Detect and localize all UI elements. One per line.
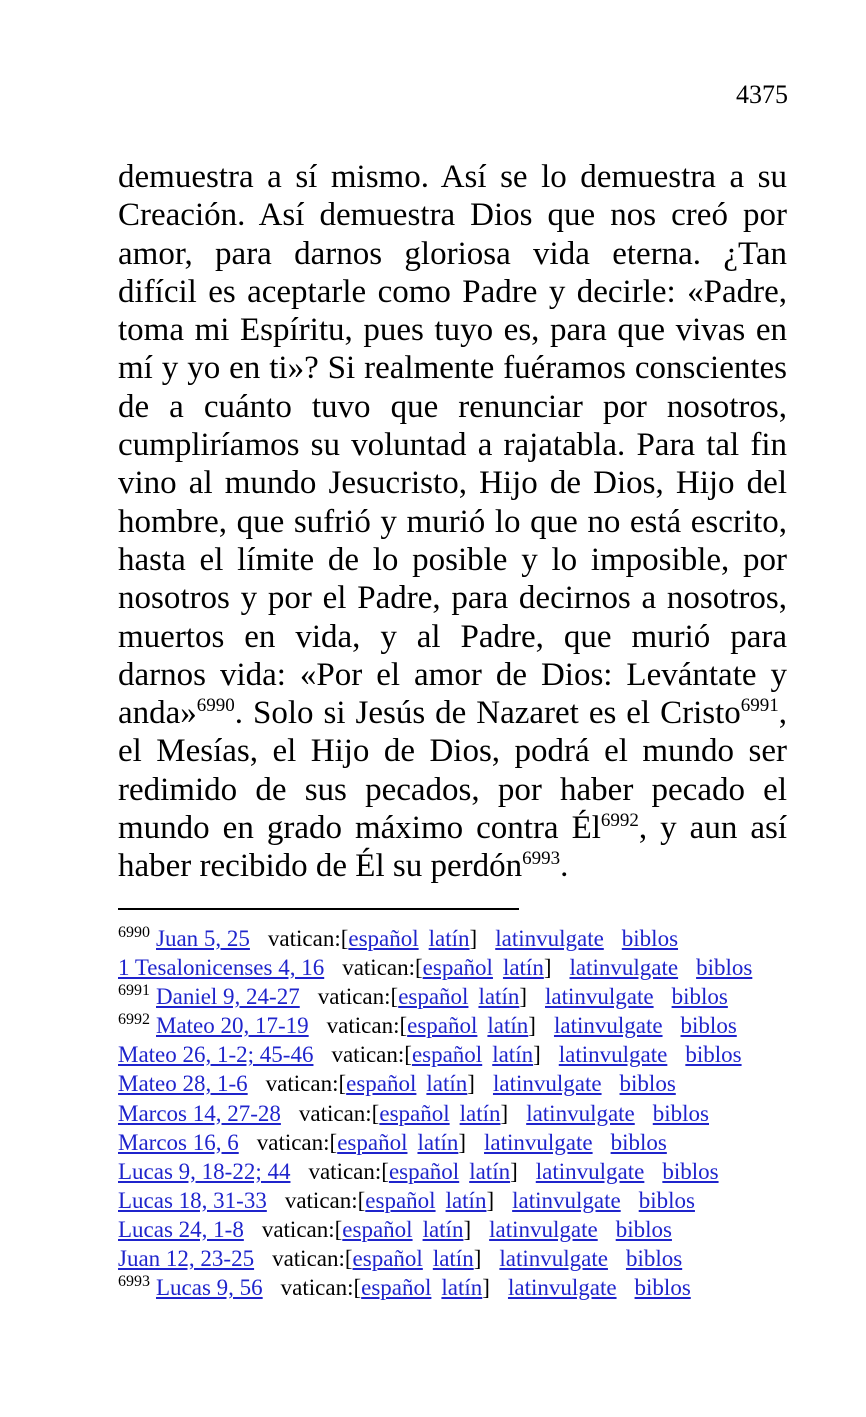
- scripture-reference-link[interactable]: 1 Tesalonicenses 4, 16: [118, 955, 325, 981]
- espanol-link[interactable]: español: [365, 1187, 436, 1213]
- espanol-link[interactable]: español: [337, 1129, 408, 1155]
- latin-link[interactable]: latín: [502, 955, 544, 981]
- vatican-label: vatican:[: [267, 926, 349, 951]
- bracket-close: ]: [543, 955, 552, 981]
- latin-link[interactable]: latín: [422, 1216, 464, 1242]
- bracket-close: ]: [519, 984, 528, 1010]
- vatican-label: vatican:[: [331, 1042, 412, 1068]
- bracket-close: ]: [482, 1275, 490, 1301]
- footnote-ref: 6990: [196, 695, 235, 717]
- bracket-close: ]: [510, 1158, 518, 1184]
- biblos-link[interactable]: biblos: [638, 1187, 695, 1213]
- biblos-link[interactable]: biblos: [625, 1246, 683, 1272]
- latinvulgate-link[interactable]: latinvulgate: [484, 1129, 593, 1155]
- latinvulgate-link[interactable]: latinvulgate: [492, 1071, 602, 1097]
- bracket-close: ]: [467, 1071, 475, 1097]
- footnote-line: [118, 1244, 787, 1273]
- espanol-link[interactable]: español: [352, 1246, 423, 1272]
- espanol-link[interactable]: español: [422, 955, 493, 981]
- page-number: 4375: [736, 80, 788, 109]
- vatican-label: vatican:[: [317, 984, 399, 1010]
- latin-link[interactable]: latín: [441, 1275, 483, 1301]
- vatican-label: vatican:[: [272, 1246, 353, 1272]
- footnote-line: [118, 1128, 787, 1157]
- scripture-reference-link[interactable]: Mateo 20, 17-19: [156, 1013, 309, 1039]
- latin-link[interactable]: latín: [459, 1100, 501, 1126]
- scripture-reference-link[interactable]: Lucas 18, 31-33: [118, 1187, 267, 1213]
- scripture-reference-link[interactable]: Lucas 9, 56: [156, 1275, 263, 1301]
- latin-link[interactable]: latín: [445, 1187, 487, 1213]
- biblos-link[interactable]: biblos: [634, 1275, 691, 1301]
- footnote-line: [118, 953, 787, 982]
- bracket-close: ]: [463, 1216, 472, 1242]
- footnote-ref: 6992: [600, 810, 639, 832]
- vatican-label: vatican:[: [284, 1187, 366, 1213]
- latin-link[interactable]: latín: [469, 1158, 511, 1184]
- biblos-link[interactable]: biblos: [621, 926, 679, 951]
- footnote-number: 6990: [118, 924, 150, 941]
- footnote-line: [118, 982, 787, 1011]
- footnote-line: [118, 1186, 787, 1215]
- latin-link[interactable]: latín: [426, 1071, 468, 1097]
- espanol-link[interactable]: español: [348, 926, 419, 951]
- bracket-close: ]: [500, 1100, 509, 1126]
- footnote-line: [118, 1069, 787, 1098]
- latin-link[interactable]: latín: [487, 1013, 529, 1039]
- espanol-link[interactable]: español: [411, 1042, 483, 1068]
- latin-link[interactable]: latín: [492, 1042, 534, 1068]
- latinvulgate-link[interactable]: latinvulgate: [489, 1216, 598, 1242]
- footnote-line: [118, 1273, 787, 1302]
- espanol-link[interactable]: español: [361, 1275, 432, 1301]
- footnote-line: [118, 1157, 787, 1186]
- footnote-number: 6991: [118, 982, 150, 1000]
- body-paragraph: [118, 158, 787, 886]
- vatican-label: vatican:[: [261, 1216, 343, 1242]
- scripture-reference-link[interactable]: Mateo 28, 1-6: [118, 1071, 248, 1097]
- espanol-link[interactable]: español: [398, 984, 469, 1010]
- espanol-link[interactable]: español: [342, 1216, 413, 1242]
- scripture-reference-link[interactable]: Juan 5, 25: [156, 926, 250, 951]
- vatican-label: vatican:[: [308, 1158, 389, 1184]
- bracket-close: ]: [469, 926, 478, 951]
- latinvulgate-link[interactable]: latinvulgate: [495, 926, 604, 951]
- footnote-separator: [118, 908, 519, 910]
- latinvulgate-link[interactable]: latinvulgate: [512, 1187, 621, 1213]
- scripture-reference-link[interactable]: Lucas 24, 1-8: [118, 1216, 244, 1242]
- latin-link[interactable]: latín: [478, 984, 520, 1010]
- footnote-ref: 6993: [522, 848, 561, 870]
- scripture-reference-link[interactable]: Marcos 14, 27-28: [118, 1100, 281, 1126]
- latinvulgate-link[interactable]: latinvulgate: [545, 984, 654, 1010]
- latinvulgate-link[interactable]: latinvulgate: [499, 1246, 608, 1272]
- footnote-line: [118, 1099, 787, 1128]
- bracket-close: ]: [458, 1129, 467, 1155]
- footnotes-list: [118, 924, 787, 1302]
- latin-link[interactable]: latín: [417, 1129, 459, 1155]
- bracket-close: ]: [473, 1246, 482, 1272]
- espanol-link[interactable]: español: [388, 1158, 460, 1184]
- latinvulgate-link[interactable]: latinvulgate: [507, 1275, 617, 1301]
- biblos-link[interactable]: biblos: [619, 1071, 676, 1097]
- latinvulgate-link[interactable]: latinvulgate: [553, 1013, 663, 1039]
- footnote-line: [118, 1215, 787, 1244]
- latinvulgate-link[interactable]: latinvulgate: [569, 955, 679, 981]
- bracket-close: ]: [528, 1013, 536, 1039]
- footnote-number: 6993: [118, 1273, 150, 1291]
- body-text-part: .: [560, 848, 569, 885]
- scripture-reference-link[interactable]: Juan 12, 23-25: [118, 1246, 255, 1272]
- scripture-reference-link[interactable]: Marcos 16, 6: [118, 1129, 239, 1155]
- vatican-label: vatican:[: [256, 1129, 338, 1155]
- vatican-label: vatican:[: [298, 1100, 380, 1126]
- footnote-line: [118, 1011, 787, 1040]
- vatican-label: vatican:[: [265, 1071, 347, 1097]
- biblos-link[interactable]: biblos: [696, 955, 753, 981]
- body-text-part: , el Mesías, el Hijo de Dios, podrá el mundo ser redimido de sus pecados, por haber pecado el mundo en grado máximo contra Él: [118, 695, 787, 847]
- latinvulgate-link[interactable]: latinvulgate: [535, 1158, 645, 1184]
- body-text-part: , y aun así haber recibido de Él su perdón: [118, 810, 787, 885]
- latinvulgate-link[interactable]: latinvulgate: [558, 1042, 668, 1068]
- footnote-line: [118, 1040, 787, 1069]
- scripture-reference-link[interactable]: Lucas 9, 18-22; 44: [118, 1158, 291, 1184]
- vatican-label: vatican:[: [280, 1275, 362, 1301]
- scripture-reference-link[interactable]: Daniel 9, 24-27: [156, 984, 300, 1010]
- biblos-link[interactable]: biblos: [685, 1042, 742, 1068]
- scripture-reference-link[interactable]: Mateo 26, 1-2; 45-46: [118, 1042, 314, 1068]
- espanol-link[interactable]: español: [346, 1071, 417, 1097]
- footnote-line: [118, 924, 787, 953]
- bracket-close: ]: [533, 1042, 541, 1068]
- body-text-part: . Solo si Jesús de Nazaret es el Cristo: [234, 695, 741, 732]
- biblos-link[interactable]: biblos: [615, 1216, 672, 1242]
- biblos-link[interactable]: biblos: [652, 1100, 709, 1126]
- body-text-part: demuestra a sí mismo. Así se lo demuestra a su Creación. Así demuestra Dios que nos creó por amor, para darnos gloriosa vida eterna. ¿Tan difícil es aceptarle como Padre y decirle: «Padre, toma mi Espíritu, pues tuyo es, para que vivas en mí y yo en ti»? Si realmente fuéramos conscientes de a cuánto tuvo que renunciar por nosotros, cumpliríamos su voluntad a rajatabla. Para tal fin vino al mundo Jesucristo, Hijo de Dios, Hijo del hombre, que sufrió y murió lo que no está escrito, hasta el límite de lo posible y lo imposible, por nosotros y por el Padre, para decirnos a nosotros, muertos en vida, y al Padre, que murió para darnos vida: «Por el amor de Dios: Levántate y anda»: [118, 159, 787, 732]
- bracket-close: ]: [486, 1187, 495, 1213]
- biblos-link[interactable]: biblos: [671, 984, 728, 1010]
- biblos-link[interactable]: biblos: [662, 1158, 719, 1184]
- vatican-label: vatican:[: [342, 955, 423, 981]
- biblos-link[interactable]: biblos: [610, 1129, 667, 1155]
- latin-link[interactable]: latín: [432, 1246, 474, 1272]
- biblos-link[interactable]: biblos: [680, 1013, 737, 1039]
- latinvulgate-link[interactable]: latinvulgate: [526, 1100, 635, 1126]
- footnote-number: 6992: [118, 1011, 150, 1029]
- footnote-ref: 6991: [740, 695, 779, 717]
- espanol-link[interactable]: español: [379, 1100, 450, 1126]
- latin-link[interactable]: latín: [428, 926, 470, 951]
- vatican-label: vatican:[: [326, 1013, 408, 1039]
- espanol-link[interactable]: español: [407, 1013, 478, 1039]
